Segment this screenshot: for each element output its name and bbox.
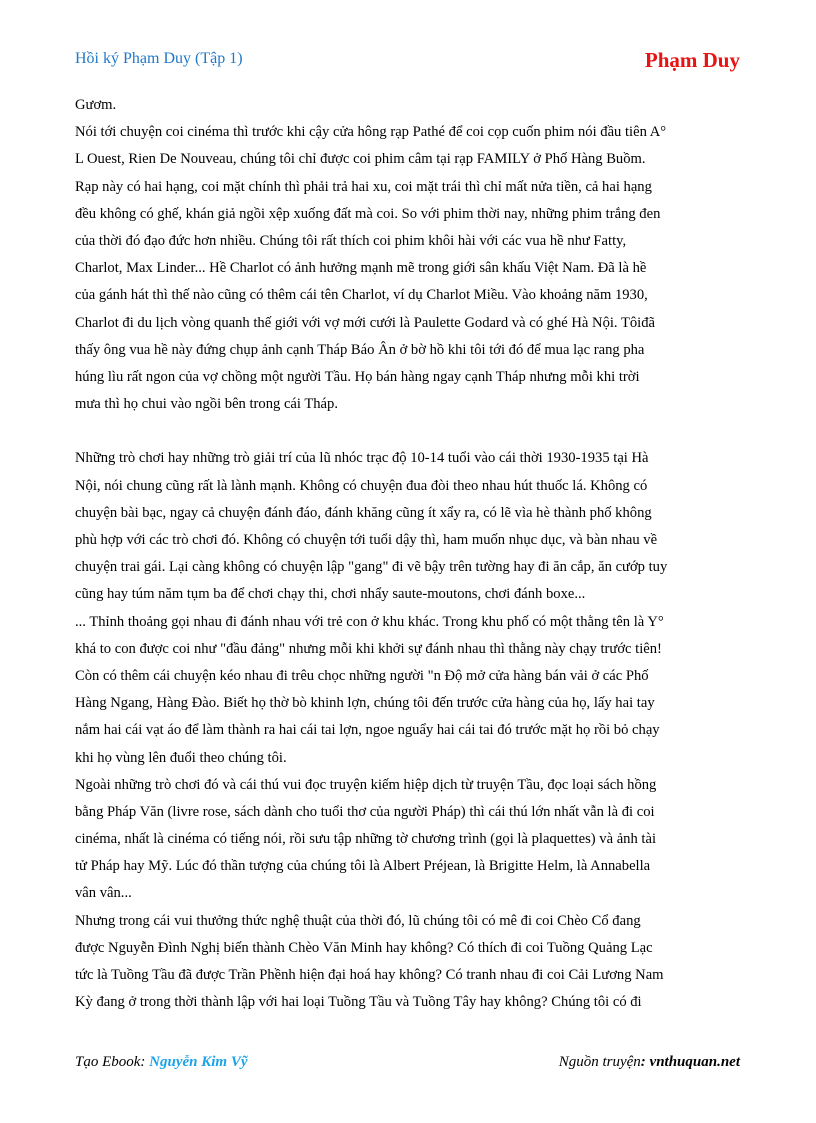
- paragraph: [75, 92, 747, 119]
- text-line: cũng hay túm năm tụm ba để chơi chạy thi, chơi nhẩy saute-moutons, chơi đánh boxe...: [75, 586, 586, 603]
- text-line: Những trò chơi hay những trò giải trí của lũ nhóc trạc độ 10-14 tuổi vào cái thời 1930-1935 tại Hà: [75, 450, 649, 467]
- text-line: Charlot đi du lịch vòng quanh thế giới với vợ mới cưới là Paulette Godard và có ghé Hà Nội. Tôiđã: [75, 314, 656, 331]
- text-line: khi họ vùng lên đuổi theo chúng tôi.: [75, 749, 287, 766]
- author-name: Phạm Duy: [644, 48, 740, 72]
- ebook-credit: Tạo Ebook: Nguyễn Kim Vỹ: [75, 1054, 248, 1070]
- text-line: thấy ông vua hề này đứng chụp ảnh cạnh Tháp Báo Ân ở bờ hồ khi tôi tới đó để mua lạc rang pha: [75, 341, 645, 358]
- text-line: vân vân...: [75, 885, 132, 902]
- text-line: Rạp này có hai hạng, coi mặt chính thì phải trả hai xu, coi mặt trái thì chỉ mất nửa tiền, cả hai hạng: [75, 178, 652, 195]
- paragraph: [75, 445, 747, 608]
- text-line: nắm hai cái vạt áo để làm thành ra hai cái tai lợn, ngoe nguẩy hai cái tai đó trước mặt họ rồi bỏ chạy: [75, 722, 660, 739]
- source-site: vnthuquan.net: [649, 1054, 740, 1070]
- text-line: Gươm.: [75, 97, 117, 113]
- book-title: Hồi ký Phạm Duy (Tập 1): [75, 50, 243, 67]
- source-credit: Nguồn truyện: vnthuquan.net: [558, 1054, 740, 1070]
- text-line: chuyện bài bạc, ngay cả chuyện đánh đáo, đánh khăng cũng ít xẩy ra, có lẽ vìa hè thành phố không: [75, 504, 652, 521]
- text-line: Hàng Ngang, Hàng Đào. Biết họ thờ bò khinh lợn, chúng tôi đến trước cửa hàng của họ, lấy hai tay: [75, 695, 655, 712]
- text-line: ... Thỉnh thoảng gọi nhau đi đánh nhau với trẻ con ở khu khác. Trong khu phố có một thằng tên là Y°: [75, 613, 664, 630]
- text-line: L Ouest, Rien De Nouveau, chúng tôi chỉ được coi phim câm tại rạp FAMILY ở Phố Hàng Buồm.: [75, 151, 646, 168]
- text-line: Kỳ đang ở trong thời thành lập với hai loại Tuồng Tầu và Tuồng Tây hay không? Chúng tôi có đi: [75, 994, 642, 1011]
- body-text: [75, 92, 747, 1016]
- text-line: bằng Pháp Văn (livre rose, sách dành cho tuổi thơ của người Pháp) thì cái thú lớn nhất vẫn là đi coi: [75, 803, 655, 820]
- text-line: Nhưng trong cái vui thưởng thức nghệ thuật của thời đó, lũ chúng tôi có mê đi coi Chèo Cổ đang: [75, 912, 641, 929]
- text-line: của thời đó đạo đức hơn nhiều. Chúng tôi rất thích coi phim khôi hài với các vua hề như Fatty,: [75, 232, 627, 249]
- text-line: Charlot, Max Linder... Hề Charlot có ảnh hưởng mạnh mẽ trong giới sân khấu Việt Nam. Đã là hề: [75, 260, 647, 277]
- paragraph: [75, 908, 747, 1017]
- source-label: Nguồn truyện: [558, 1054, 641, 1070]
- text-line: khá to con được coi như "đầu đảng" nhưng mỗi khi khởi sự đánh nhau thì thằng này chạy trước tiên!: [75, 640, 662, 657]
- text-line: Ngoài những trò chơi đó và cái thú vui đọc truyện kiếm hiệp dịch từ truyện Tầu, đọc loại sách hồng: [75, 776, 657, 793]
- paragraph: [75, 772, 747, 908]
- text-line: được Nguyễn Đình Nghị biến thành Chèo Văn Minh hay không? Có thích đi coi Tuồng Quảng Lạc: [75, 939, 653, 956]
- text-line: đều không có ghế, khán giả ngồi xệp xuống đất mà coi. So với phim thời nay, những phim trắng đen: [75, 205, 661, 222]
- text-line: của gánh hát thì thế nào cũng có thêm cái tên Charlot, ví dụ Charlot Miều. Vào khoảng năm 1930,: [75, 287, 648, 304]
- ebook-label: Tạo Ebook: [75, 1054, 141, 1070]
- paragraph-gap: [75, 418, 747, 445]
- text-line: húng lìu rất ngon của vợ chồng một người Tầu. Họ bán hàng ngay cạnh Tháp nhưng mỗi khi trời: [75, 368, 640, 385]
- text-line: cinéma, nhất là cinéma có tiếng nói, rồi sưu tập những tờ chương trình (gọi là plaquettes) và ảnh tài: [75, 831, 656, 848]
- paragraph: [75, 609, 747, 772]
- ebook-creator: Nguyễn Kim Vỹ: [149, 1054, 248, 1070]
- text-line: chuyện trai gái. Lại càng không có chuyện lập "gang" đi vẽ bậy trên tường hay đi ăn cắp, ăn cướp tuy: [75, 559, 668, 576]
- text-line: phù hợp với các trò chơi đó. Không có chuyện tới tuổi dậy thì, ham muốn nhục dục, và bàn nhau về: [75, 532, 658, 548]
- paragraph: [75, 119, 747, 418]
- text-line: mưa thì họ chui vào ngồi bên trong cái Tháp.: [75, 396, 338, 413]
- text-line: tức là Tuồng Tầu đã được Trần Phềnh hiện đại hoá hay không? Có tranh nhau đi coi Cải Lương Nam: [75, 967, 664, 983]
- text-line: Nói tới chuyện coi cinéma thì trước khi cậy cửa hông rạp Pathé để coi cọp cuốn phim nói đầu tiên A°: [75, 124, 667, 141]
- text-line: tử Pháp hay Mỹ. Lúc đó thần tượng của chúng tôi là Albert Préjean, là Brigitte Helm, là Annabella: [75, 858, 651, 875]
- text-line: Nội, nói chung cũng rất là lành mạnh. Không có chuyện đua đòi theo nhau hút thuốc lá. Không có: [75, 477, 648, 494]
- text-line: Còn có thêm cái chuyện kéo nhau đi trêu chọc những người "n Độ mở cửa hàng bán vải ở các Phố: [75, 667, 649, 684]
